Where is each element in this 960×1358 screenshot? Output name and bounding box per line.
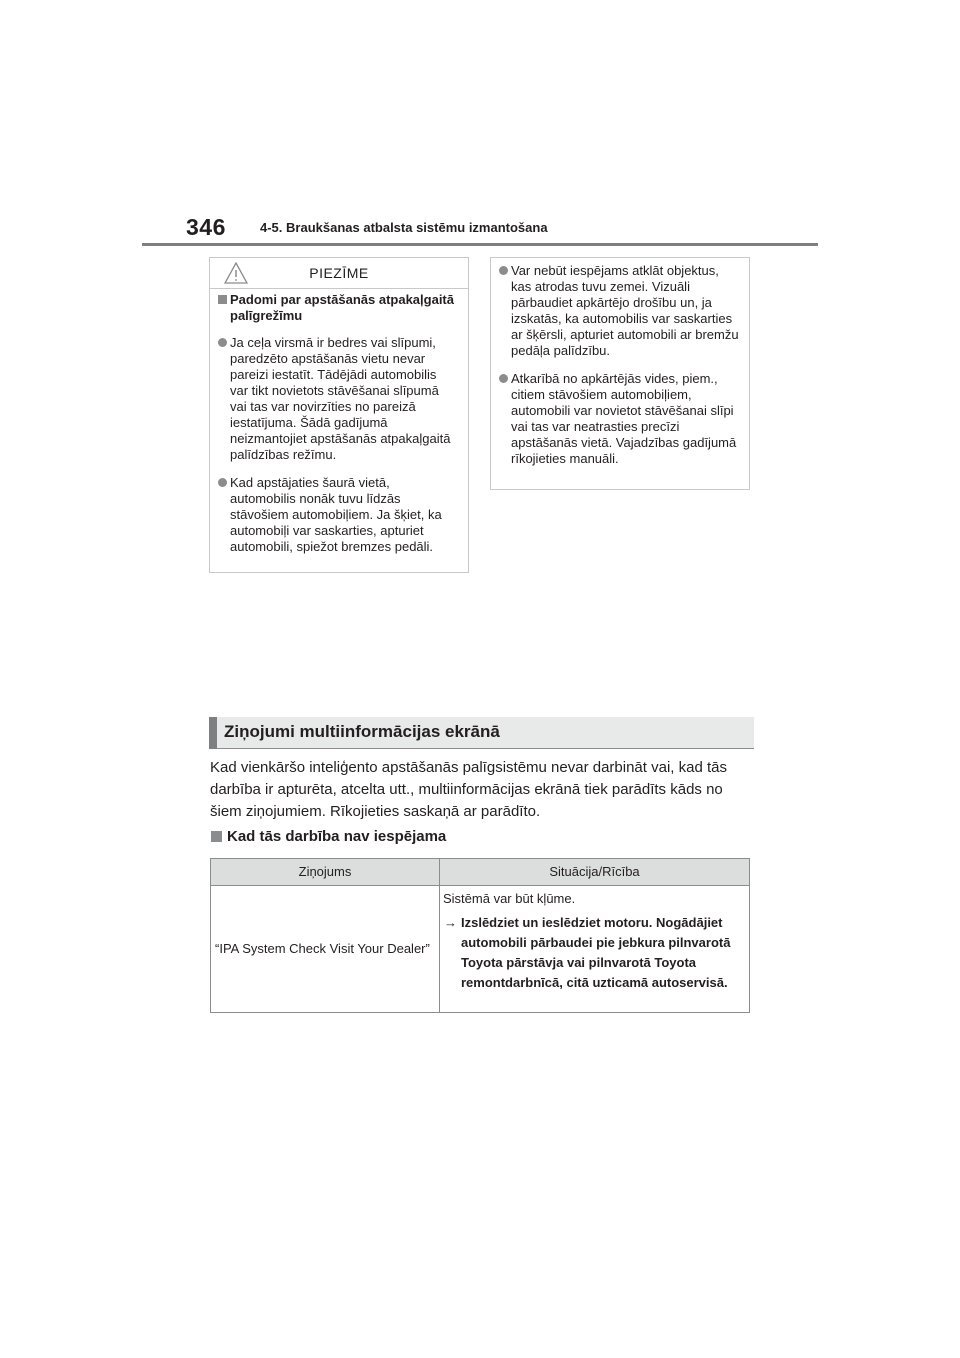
note-body-left <box>210 289 468 555</box>
square-bullet-icon <box>211 831 222 842</box>
square-bullet-icon <box>218 295 227 304</box>
note-body-right <box>491 258 749 467</box>
note-bullet: Kad apstājaties šaurā vietā, automobilis nonāk tuvu līdzās stāvošiem automobiļiem. Ja šķiet, ka automobiļi var saskarties, apturiet automobili, spiežot bremzes pedāli. <box>218 475 458 555</box>
page-number: 346 <box>186 214 226 240</box>
intro-paragraph: Kad vienkāršo inteliģento apstāšanās palīgsistēmu nevar darbināt vai, kad tās darbība ir apturēta, atcelta utt., multiinformācijas ekrānā tiek parādīts kāds no šiem ziņojumiem. Rīkojieties saskaņā ar parādīto. <box>210 759 727 820</box>
note-box-left <box>209 257 469 573</box>
note-box-right <box>490 257 750 490</box>
section-heading: Ziņojumi multiinformācijas ekrānā <box>224 722 500 741</box>
situation-text: Sistēmā var būt kļūme. <box>443 891 576 906</box>
round-bullet-icon <box>218 338 227 347</box>
note-bullet: Ja ceļa virsmā ir bedres vai slīpumi, paredzēto apstāšanās vietu nevar pareizi iestatīt. Tādējādi automobilis var tikt novietots stāvēšanai slīpumā vai tas var novirzīties no pareizā iestatījuma. Šādā gadījumā neizmantojiet apstāšanās atpakaļgaitā palīdzības režīmu. <box>218 335 458 463</box>
banner-accent-bar <box>209 717 217 749</box>
action-text: → Izslēdziet un ieslēdziet motoru. Nogādājiet automobili pārbaudei pie jebkura pilnvarotā Toyota pārstāvja vai pilnvarotā Toyota remontdarbnīcā, citā uzticamā autoservisā. <box>444 915 731 990</box>
note-label: PIEZĪME <box>309 265 369 281</box>
round-bullet-icon <box>218 478 227 487</box>
arrow-right-icon: → <box>444 915 457 930</box>
section-banner <box>209 717 754 749</box>
note-bullet: Atkarībā no apkārtējās vides, piem., citiem stāvošiem automobiļiem, automobili var novietot stāvēšanai slīpi vai tas var neatrasties precīzi apstāšanās vietā. Vajadzības gadījumā rīkojieties manuāli. <box>499 371 739 467</box>
note-bullet: Var nebūt iespējams atklāt objektus, kas atrodas tuvu zemei. Vizuāli pārbaudiet apkārtējo drošību un, ja izskatās, ka automobilis var saskarties ar šķērsli, apturiet automobili ar bremžu pedāļa palīdzību. <box>499 263 739 359</box>
round-bullet-icon <box>499 266 508 275</box>
message-cell: “IPA System Check Visit Your Dealer” <box>211 886 440 1013</box>
table-header-row <box>211 859 750 886</box>
header-divider <box>142 243 818 246</box>
note-subheading: Padomi par apstāšanās atpakaļgaitā palīgrežīmu <box>218 292 458 324</box>
situation-cell <box>440 886 750 1013</box>
round-bullet-icon <box>499 374 508 383</box>
chapter-title: 4-5. Braukšanas atbalsta sistēmu izmantošana <box>260 220 548 235</box>
subsection-heading: Kad tās darbība nav iespējama <box>211 827 446 847</box>
messages-table <box>210 858 750 1013</box>
note-header <box>210 258 468 289</box>
column-header-message: Ziņojums <box>211 859 440 886</box>
table-row <box>211 886 750 1013</box>
warning-triangle-icon <box>224 262 248 284</box>
column-header-situation: Situācija/Rīcība <box>440 859 750 886</box>
